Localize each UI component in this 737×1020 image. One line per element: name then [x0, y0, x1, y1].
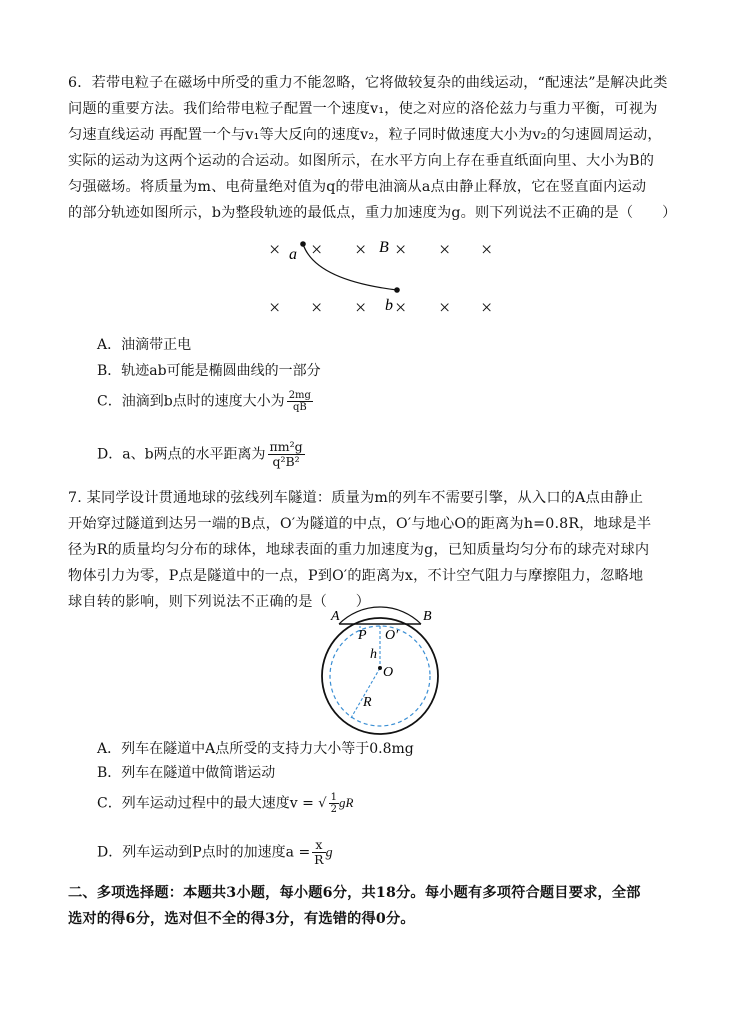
q7-option-c-fraction	[329, 792, 339, 815]
q7-line-4: 物体引力为零，P点是隧道中的一点，P到O′的距离为x，不计空气阻力与摩擦阻力，忽略地	[68, 568, 644, 584]
point-b-dot	[394, 287, 400, 293]
q7-line-3: 径为R的质量均匀分布的球体，地球表面的重力加速度为g，已知质量均匀分布的球壳对球内	[68, 542, 650, 558]
fraction-numerator: 1	[330, 792, 337, 803]
q7-line-2: 开始穿过隧道到达另一端的B点，O′为隧道的中点，O′与地心O的距离为h=0.8R，地球是半	[68, 516, 652, 532]
label-a: a	[289, 246, 297, 263]
q7-option-a[interactable]: A．列车在隧道中A点所受的支持力大小等于0.8mg	[97, 741, 414, 757]
field-cross: ×	[481, 239, 493, 261]
sqrt-tail: gR	[338, 795, 354, 810]
q6-line-6: 的部分轨迹如图所示，b为整段轨迹的最低点，重力加速度为g。则下列说法不正确的是（ ）	[68, 205, 677, 221]
fraction-denominator: q²B²	[272, 454, 300, 469]
q6-line-3: 匀速直线运动 再配置一个与v₁等大反向的速度v₂，粒子同时做速度大小为v₂的匀速圆周运动，	[68, 127, 662, 143]
field-cross: ×	[269, 239, 281, 261]
q6-line-4: 实际的运动为这两个运动的合运动。如图所示，在水平方向上存在垂直纸面向里、大小为B的	[68, 153, 655, 169]
q7-option-c[interactable]	[97, 792, 353, 815]
fraction-numerator: πm²g	[269, 439, 303, 454]
label-P: P	[358, 628, 367, 643]
field-cross: ×	[481, 297, 493, 319]
label-B: B	[379, 239, 389, 256]
q6-option-a[interactable]: A．油滴带正电	[97, 337, 192, 353]
q7-line-5: 球自转的影响，则下列说法不正确的是（ ）	[68, 594, 371, 610]
q7-line-1: 7. 某同学设计贯通地球的弦线列车隧道：质量为m的列车不需要引擎，从入口的A点由静止	[68, 490, 644, 506]
label-b: b	[385, 297, 393, 314]
q6-option-c-text: C．油滴到b点时的速度大小为	[97, 393, 285, 410]
fraction-denominator: qB	[292, 402, 307, 413]
label-B: B	[423, 609, 432, 624]
point-a-dot	[300, 241, 306, 247]
label-O-prime: O′	[385, 628, 399, 643]
q7-option-b[interactable]: B．列车在隧道中做简谐运动	[97, 765, 276, 781]
q6-line-2: 问题的重要方法。我们给带电粒子配置一个速度v₁，使之对应的洛伦兹力与重力平衡，可视为	[68, 101, 658, 117]
fraction-denominator: R	[314, 852, 324, 867]
earth-outer-circle	[322, 618, 438, 734]
q7-earth-tunnel-figure	[315, 606, 445, 736]
fraction-denominator: 2	[330, 804, 337, 815]
field-cross: ×	[439, 297, 451, 319]
q7-option-c-text: C．列车运动过程中的最大速度v =	[97, 795, 314, 812]
field-cross: ×	[269, 297, 281, 319]
section-2-heading-line-1: 二、多项选择题：本题共3小题，每小题6分，共18分。每小题有多项符合题目要求，全部	[68, 885, 641, 901]
q7-option-d[interactable]	[97, 838, 333, 867]
fraction-numerator: 2mg	[288, 390, 311, 401]
sqrt-expression: √ $\frac{1}{2}$ gR	[318, 792, 354, 815]
field-cross: ×	[355, 239, 367, 261]
q6-option-c[interactable]	[97, 390, 313, 413]
q6-option-d[interactable]	[97, 440, 305, 469]
fraction-tail: g	[325, 845, 333, 861]
q7-option-d-text: D．列车运动到P点时的加速度a =	[97, 844, 311, 861]
label-O: O	[383, 665, 394, 680]
field-cross: ×	[395, 297, 407, 319]
field-cross: ×	[395, 239, 407, 261]
q6-line-5: 匀强磁场。将质量为m、电荷量绝对值为q的带电油滴从a点由静止释放，它在竖直面内运动	[68, 179, 647, 195]
field-cross: ×	[355, 297, 367, 319]
q6-option-d-text: D．a、b两点的水平距离为	[97, 446, 266, 463]
center-O-dot	[378, 666, 382, 670]
field-cross: ×	[311, 297, 323, 319]
label-R: R	[363, 695, 372, 710]
q6-magnetic-field-figure	[255, 232, 515, 322]
q6-option-b[interactable]: B．轨迹ab可能是椭圆曲线的一部分	[97, 363, 321, 379]
q7-option-d-fraction	[312, 838, 325, 867]
label-A: A	[331, 609, 340, 624]
tunnel-cap-arc	[339, 607, 421, 624]
q6-option-d-fraction	[268, 440, 305, 469]
q6-line-1: 6．若带电粒子在磁场中所受的重力不能忽略，它将做较复杂的曲线运动，“配速法”是解决此类	[68, 75, 668, 91]
label-h: h	[370, 647, 377, 662]
field-cross: ×	[311, 239, 323, 261]
field-cross: ×	[439, 239, 451, 261]
R-line	[351, 668, 380, 718]
q6-option-c-fraction	[287, 390, 313, 413]
fraction-numerator: x	[312, 838, 325, 853]
section-2-heading-line-2: 选对的得6分，选对但不全的得3分，有选错的得0分。	[68, 911, 415, 927]
